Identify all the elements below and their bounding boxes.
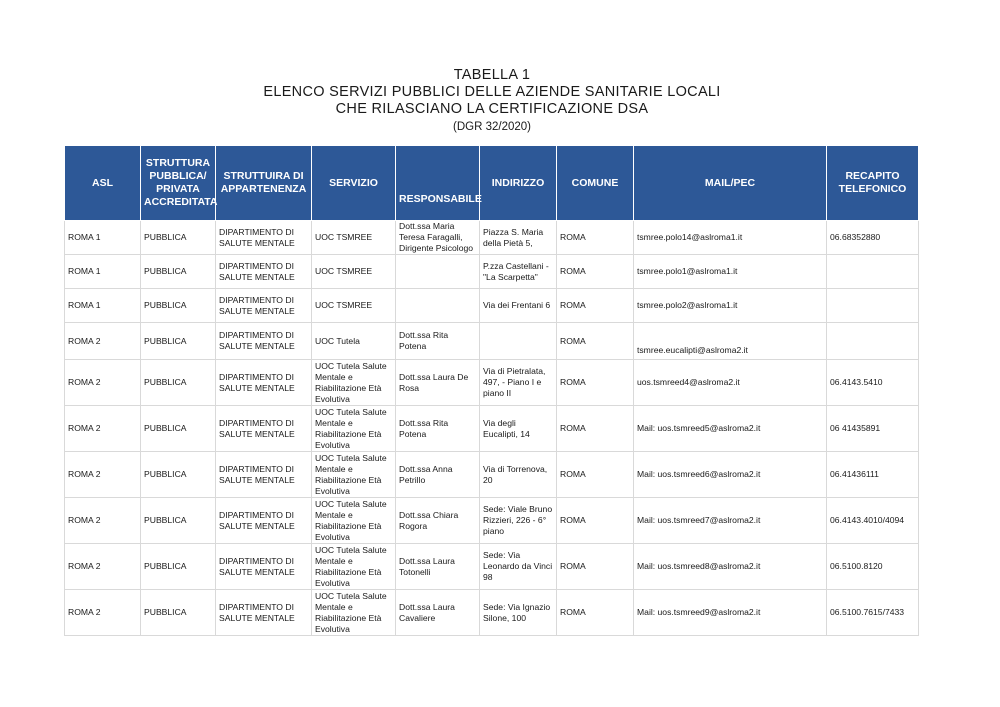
table-row bbox=[65, 544, 919, 590]
cell-struttura: PUBBLICA bbox=[141, 406, 216, 452]
cell-asl: ROMA 2 bbox=[65, 452, 141, 498]
cell-struttura: PUBBLICA bbox=[141, 452, 216, 498]
cell-recapito bbox=[827, 323, 919, 360]
table-row bbox=[65, 289, 919, 323]
cell-appartenenza: DIPARTIMENTO DI SALUTE MENTALE bbox=[216, 289, 312, 323]
col-header-mail: MAIL/PEC bbox=[634, 146, 827, 221]
cell-servizio: UOC Tutela Salute Mentale e Riabilitazione Età Evolutiva bbox=[312, 452, 396, 498]
cell-asl: ROMA 2 bbox=[65, 406, 141, 452]
cell-appartenenza: DIPARTIMENTO DI SALUTE MENTALE bbox=[216, 360, 312, 406]
cell-appartenenza: DIPARTIMENTO DI SALUTE MENTALE bbox=[216, 406, 312, 452]
cell-recapito: 06.41436111 bbox=[827, 452, 919, 498]
col-header-recapito: RECAPITO TELEFONICO bbox=[827, 146, 919, 221]
cell-asl: ROMA 1 bbox=[65, 289, 141, 323]
cell-asl: ROMA 2 bbox=[65, 590, 141, 636]
cell-asl: ROMA 2 bbox=[65, 323, 141, 360]
services-table bbox=[64, 145, 919, 636]
cell-mail: uos.tsmreed4@aslroma2.it bbox=[634, 360, 827, 406]
cell-struttura: PUBBLICA bbox=[141, 544, 216, 590]
cell-responsabile: Dott.ssa Rita Potena bbox=[396, 323, 480, 360]
cell-asl: ROMA 2 bbox=[65, 360, 141, 406]
cell-responsabile: Dott.ssa Rita Potena bbox=[396, 406, 480, 452]
cell-comune: ROMA bbox=[557, 544, 634, 590]
cell-appartenenza: DIPARTIMENTO DI SALUTE MENTALE bbox=[216, 323, 312, 360]
cell-appartenenza: DIPARTIMENTO DI SALUTE MENTALE bbox=[216, 255, 312, 289]
col-header-indirizzo: INDIRIZZO bbox=[480, 146, 557, 221]
cell-struttura: PUBBLICA bbox=[141, 360, 216, 406]
cell-servizio: UOC Tutela Salute Mentale e Riabilitazione Età Evolutiva bbox=[312, 498, 396, 544]
cell-comune: ROMA bbox=[557, 289, 634, 323]
cell-servizio: UOC Tutela Salute Mentale e Riabilitazione Età Evolutiva bbox=[312, 406, 396, 452]
cell-struttura: PUBBLICA bbox=[141, 590, 216, 636]
cell-mail: Mail: uos.tsmreed7@aslroma2.it bbox=[634, 498, 827, 544]
cell-comune: ROMA bbox=[557, 406, 634, 452]
cell-indirizzo bbox=[480, 323, 557, 360]
cell-responsabile: Dott.ssa Laura De Rosa bbox=[396, 360, 480, 406]
cell-servizio: UOC TSMREE bbox=[312, 255, 396, 289]
cell-mail: tsmree.polo2@aslroma1.it bbox=[634, 289, 827, 323]
cell-comune: ROMA bbox=[557, 590, 634, 636]
cell-appartenenza: DIPARTIMENTO DI SALUTE MENTALE bbox=[216, 590, 312, 636]
cell-recapito: 06.68352880 bbox=[827, 221, 919, 255]
cell-recapito: 06.5100.7615/7433 bbox=[827, 590, 919, 636]
cell-indirizzo: Via di Torrenova, 20 bbox=[480, 452, 557, 498]
cell-mail: Mail: uos.tsmreed5@aslroma2.it bbox=[634, 406, 827, 452]
cell-recapito: 06 41435891 bbox=[827, 406, 919, 452]
table-row bbox=[65, 323, 919, 360]
cell-comune: ROMA bbox=[557, 360, 634, 406]
cell-struttura: PUBBLICA bbox=[141, 289, 216, 323]
cell-indirizzo: P.zza Castellani - "La Scarpetta" bbox=[480, 255, 557, 289]
cell-responsabile: Dott.ssa Maria Teresa Faragalli, Dirigente Psicologo bbox=[396, 221, 480, 255]
cell-responsabile bbox=[396, 255, 480, 289]
col-header-struttura: STRUTTURA PUBBLICA/ PRIVATA ACCREDITATA bbox=[141, 146, 216, 221]
cell-recapito: 06.4143.5410 bbox=[827, 360, 919, 406]
col-header-appartenenza: STRUTTUIRA DI APPARTENENZA bbox=[216, 146, 312, 221]
cell-struttura: PUBBLICA bbox=[141, 221, 216, 255]
cell-servizio: UOC Tutela bbox=[312, 323, 396, 360]
table-row bbox=[65, 498, 919, 544]
cell-responsabile: Dott.ssa Laura Totonelli bbox=[396, 544, 480, 590]
cell-comune: ROMA bbox=[557, 255, 634, 289]
cell-servizio: UOC Tutela Salute Mentale e Riabilitazione Età Evolutiva bbox=[312, 544, 396, 590]
table-header-row bbox=[65, 146, 919, 221]
cell-indirizzo: Via degli Eucalipti, 14 bbox=[480, 406, 557, 452]
cell-asl: ROMA 1 bbox=[65, 221, 141, 255]
cell-mail: Mail: uos.tsmreed6@aslroma2.it bbox=[634, 452, 827, 498]
cell-recapito: 06.4143.4010/4094 bbox=[827, 498, 919, 544]
cell-comune: ROMA bbox=[557, 498, 634, 544]
cell-mail: tsmree.polo14@aslroma1.it bbox=[634, 221, 827, 255]
cell-indirizzo: Sede: Via Leonardo da Vinci 98 bbox=[480, 544, 557, 590]
cell-responsabile: Dott.ssa Laura Cavaliere bbox=[396, 590, 480, 636]
cell-mail: Mail: uos.tsmreed9@aslroma2.it bbox=[634, 590, 827, 636]
cell-appartenenza: DIPARTIMENTO DI SALUTE MENTALE bbox=[216, 452, 312, 498]
cell-appartenenza: DIPARTIMENTO DI SALUTE MENTALE bbox=[216, 544, 312, 590]
title-line-3: CHE RILASCIANO LA CERTIFICAZIONE DSA bbox=[335, 101, 649, 117]
cell-asl: ROMA 2 bbox=[65, 498, 141, 544]
cell-recapito bbox=[827, 289, 919, 323]
cell-appartenenza: DIPARTIMENTO DI SALUTE MENTALE bbox=[216, 498, 312, 544]
table-row bbox=[65, 255, 919, 289]
cell-responsabile: Dott.ssa Chiara Rogora bbox=[396, 498, 480, 544]
cell-recapito: 06.5100.8120 bbox=[827, 544, 919, 590]
table-row bbox=[65, 590, 919, 636]
cell-mail: tsmree.polo1@aslroma1.it bbox=[634, 255, 827, 289]
cell-struttura: PUBBLICA bbox=[141, 498, 216, 544]
table-number: TABELLA 1 bbox=[453, 67, 531, 83]
cell-servizio: UOC TSMREE bbox=[312, 221, 396, 255]
cell-indirizzo: Via di Pietralata, 497, - Piano I e piano II bbox=[480, 360, 557, 406]
cell-indirizzo: Sede: Viale Bruno Rizzieri, 226 - 6° piano bbox=[480, 498, 557, 544]
col-header-servizio: SERVIZIO bbox=[312, 146, 396, 221]
cell-mail: tsmree.eucalipti@aslroma2.it bbox=[634, 323, 827, 360]
title-line-2: ELENCO SERVIZI PUBBLICI DELLE AZIENDE SANITARIE LOCALI bbox=[263, 84, 721, 100]
cell-struttura: PUBBLICA bbox=[141, 255, 216, 289]
cell-indirizzo: Piazza S. Maria della Pietà 5, bbox=[480, 221, 557, 255]
document-title-block bbox=[0, 67, 984, 135]
cell-responsabile bbox=[396, 289, 480, 323]
cell-comune: ROMA bbox=[557, 221, 634, 255]
cell-comune: ROMA bbox=[557, 323, 634, 360]
cell-appartenenza: DIPARTIMENTO DI SALUTE MENTALE bbox=[216, 221, 312, 255]
cell-mail: Mail: uos.tsmreed8@aslroma2.it bbox=[634, 544, 827, 590]
cell-servizio: UOC Tutela Salute Mentale e Riabilitazione Età Evolutiva bbox=[312, 590, 396, 636]
table-row bbox=[65, 221, 919, 255]
cell-indirizzo: Sede: Via Ignazio Silone, 100 bbox=[480, 590, 557, 636]
cell-servizio: UOC TSMREE bbox=[312, 289, 396, 323]
cell-servizio: UOC Tutela Salute Mentale e Riabilitazione Età Evolutiva bbox=[312, 360, 396, 406]
table-row bbox=[65, 360, 919, 406]
table-row bbox=[65, 452, 919, 498]
col-header-responsabile: RESPONSABILE bbox=[396, 146, 480, 221]
subtitle: (DGR 32/2020) bbox=[453, 121, 531, 133]
cell-recapito bbox=[827, 255, 919, 289]
table-row bbox=[65, 406, 919, 452]
cell-asl: ROMA 2 bbox=[65, 544, 141, 590]
cell-asl: ROMA 1 bbox=[65, 255, 141, 289]
col-header-asl: ASL bbox=[65, 146, 141, 221]
cell-indirizzo: Via dei Frentani 6 bbox=[480, 289, 557, 323]
col-header-comune: COMUNE bbox=[557, 146, 634, 221]
cell-responsabile: Dott.ssa Anna Petrillo bbox=[396, 452, 480, 498]
cell-comune: ROMA bbox=[557, 452, 634, 498]
cell-struttura: PUBBLICA bbox=[141, 323, 216, 360]
